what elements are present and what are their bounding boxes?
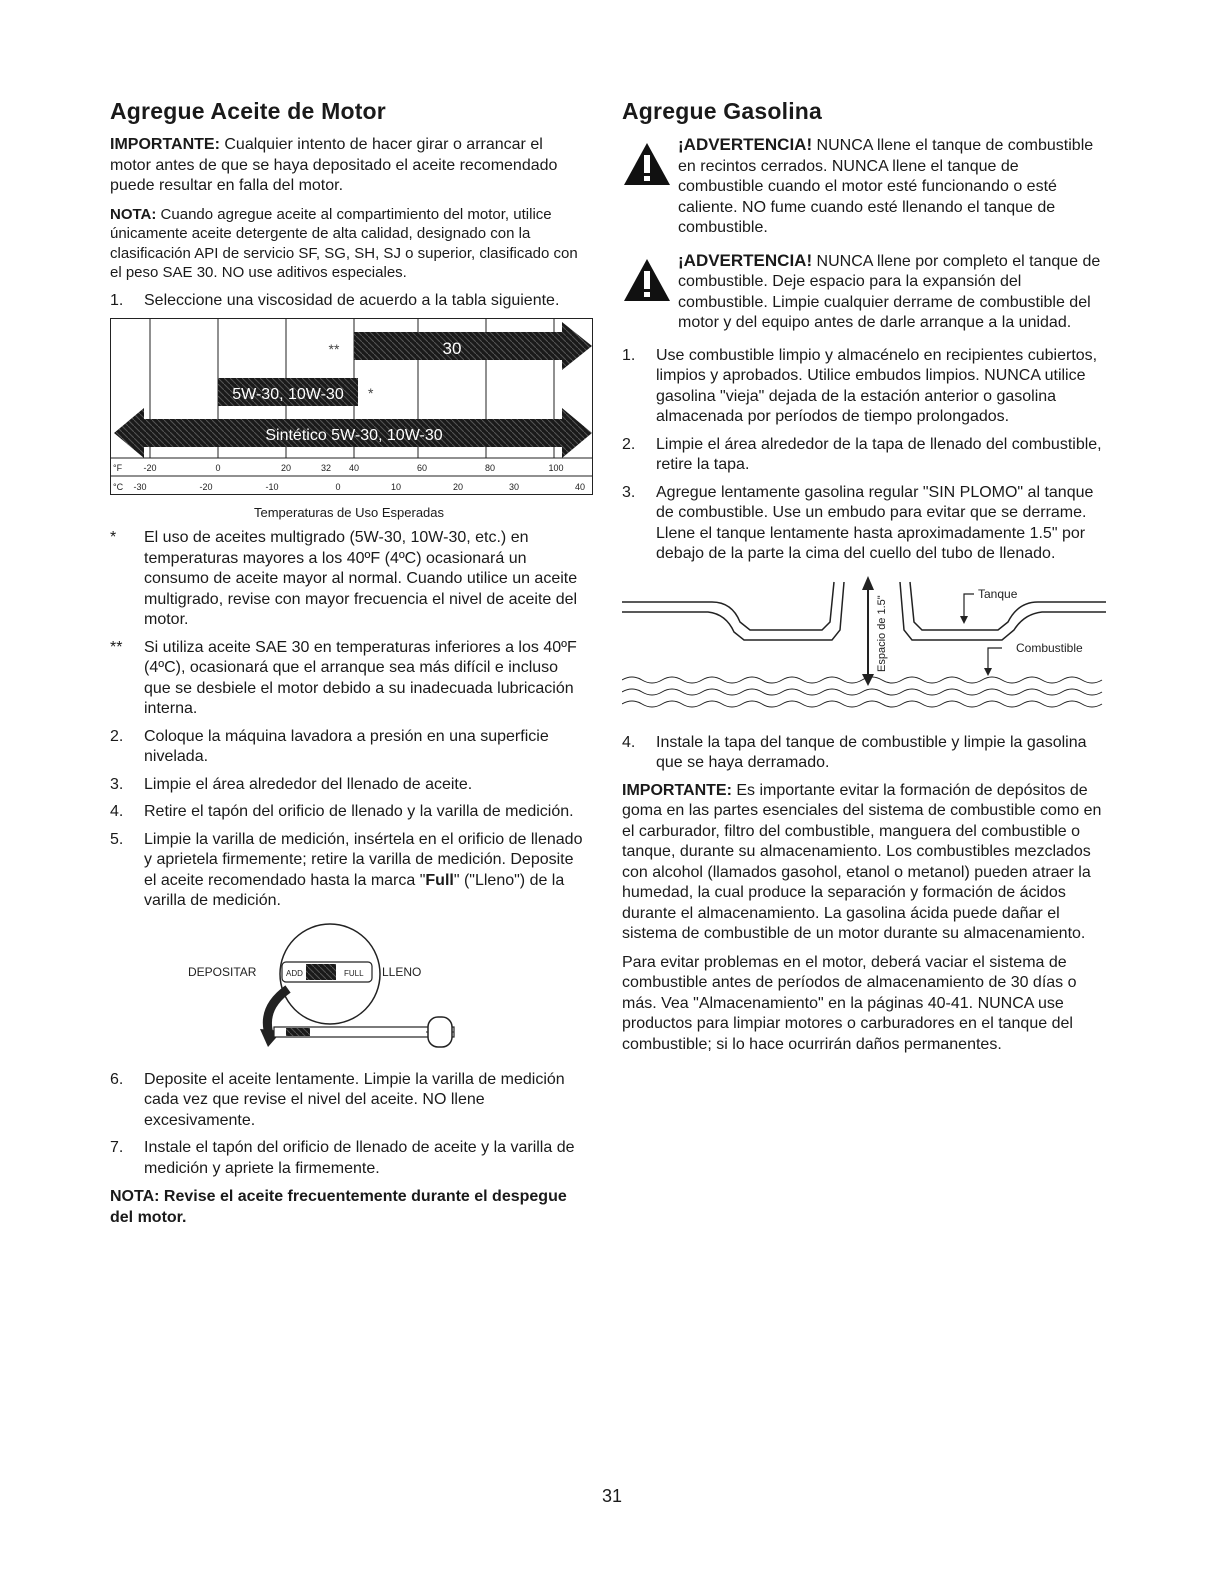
f-tick: 100 [548, 463, 564, 473]
tank-svg [622, 572, 1106, 722]
warning-body: NUNCA llene el tanque de combustible en recintos cerrados. NUNCA llene el tanque de combustible cuando el motor esté funcionando o esté caliente. NO fume cuando esté llenando el tanque de combustible. [678, 137, 1094, 236]
note-text: Si utiliza aceite SAE 30 en temperaturas inferiores a los 40ºF (4ºC), ocasionará que el arranque sea más difícil e incluso que se desbiele el motor debido a su inadecuada lubricación interna. [144, 638, 577, 717]
step-item [622, 733, 1106, 774]
step-number: 6. [110, 1070, 124, 1088]
gap-arrow-up-icon [862, 576, 874, 590]
step-item [110, 802, 588, 823]
step-number: 1. [622, 346, 636, 364]
c-tick: -20 [199, 482, 213, 492]
warning-text-1 [678, 135, 1106, 239]
dipstick-body-hatch [286, 1028, 310, 1036]
oil-steps-3 [110, 1070, 588, 1180]
viscosity-notes [110, 528, 588, 720]
dipstick-hatch [306, 964, 336, 980]
double-asterisk-mark: ** [328, 341, 340, 357]
section-title-gasoline: Agregue Gasolina [622, 98, 823, 124]
step-number: 4. [622, 733, 636, 751]
step-number: 4. [110, 803, 124, 820]
important-label: IMPORTANTE: [110, 136, 220, 153]
page-number: 31 [601, 1486, 623, 1506]
step-item [622, 435, 1106, 476]
combustible-label: Combustible [1016, 640, 1083, 655]
step-item [110, 775, 588, 796]
step-text: Seleccione una viscosidad de acuerdo a la tabla siguiente. [144, 291, 560, 309]
important-text: Cualquier intento de hacer girar o arrancar el motor antes de que se haya depositado el aceite recomendado puede resultar en falla del motor. [110, 136, 558, 194]
dipstick-cap-icon [428, 1017, 452, 1047]
step-number: 2. [110, 727, 124, 745]
warning-head: ¡ADVERTENCIA! [678, 250, 813, 270]
note-item [110, 638, 588, 720]
full-mark-word: Full [425, 871, 454, 889]
gas-steps-1 [622, 346, 1106, 565]
warning-text-2 [678, 251, 1106, 334]
c-tick: 30 [508, 482, 520, 492]
step-item [110, 727, 588, 768]
section-title-oil: Agregue Aceite de Motor [110, 98, 386, 124]
multigrade-label: 5W-30, 10W-30 [232, 386, 344, 403]
step-number: 2. [622, 435, 636, 453]
unit-c: °C [113, 482, 124, 492]
synthetic-label: Sintético 5W-30, 10W-30 [265, 427, 443, 444]
step-text: Retire el tapón del orificio de llenado y la varilla de medición. [144, 803, 574, 820]
add-mark: ADD [286, 968, 303, 978]
step-text: Deposite el aceite lentamente. Limpie la varilla de medición cada vez que revise el nivel del aceite. NO llene excesivamente. [144, 1070, 565, 1129]
f-tick: 0 [215, 463, 221, 473]
step-text: Use combustible limpio y almacénelo en recipientes cubiertos, limpios y aprobados. Utilice embudos limpios. NUNCA utilice gasolina "vieja" dejada de la estación anterior o gasolina almacenada por períodos de tiempo prolongados. [656, 346, 1098, 425]
gas-important-text: Es importante evitar la formación de depósitos de goma en las partes esenciales del sistema de combustible como en el carburador, filtro del combustible, manguera del combustible o tanque, durante su almacenamiento. Los combustibles mezclados con alcohol (llamados gasohol, etanol o metanol) pueden atraer la humedad, la cual produce la separación y formación de ácidos durante el almacenamiento. La gasolina ácida puede dañar el sistema de combustible de un motor durante su almacenamiento. [622, 781, 1102, 942]
c-tick: 0 [335, 482, 341, 492]
depositar-label: DEPOSITAR [188, 964, 257, 979]
dipstick-svg [110, 919, 588, 1059]
gas-important-label: IMPORTANTE: [622, 781, 732, 799]
warning-body: NUNCA llene por completo el tanque de combustible. Deje espacio para la expansión del combustible. Limpie cualquier derrame de combustible del motor y del equipo antes de darle arranque a la unidad. [678, 252, 1101, 331]
c-tick: 40 [574, 482, 586, 492]
step-item [622, 483, 1106, 565]
step-text: Instale la tapa del tanque de combustible y limpie la gasolina que se haya derramado. [656, 733, 1087, 771]
gap-arrow-down-icon [862, 674, 874, 686]
dipstick-figure [110, 919, 588, 1064]
nota-text: Cuando agregue aceite al compartimiento del motor, utilice únicamente aceite detergente de alta calidad, designado con la clasificación API de servicio SF, SG, SH, SJ o superior, clasificado con el peso SAE 30. NO use aditivos especiales. [110, 205, 578, 281]
step-text: Limpie el área alrededor del llenado de aceite. [144, 775, 473, 793]
warning-block-1 [622, 135, 1106, 239]
c-tick: -30 [133, 482, 147, 492]
c-tick: -10 [265, 482, 279, 492]
step-text: Limpie el área alrededor de la tapa de llenado del combustible, retire la tapa. [656, 435, 1102, 473]
nota-label: NOTA: [110, 205, 157, 223]
step-number: 7. [110, 1139, 124, 1156]
single-asterisk-mark: * [368, 385, 374, 401]
gas-final-paragraph: Para evitar problemas en el motor, deberá vaciar el sistema de combustible antes de períodos de almacenamiento de 30 días o más. Vea "Almacenamiento" en la páginas 40-41. NUNCA use productos para limpiar motores o carburadores en el tanque del combustible; si lo hace ocurrirán daños permanentes. [622, 953, 1077, 1053]
viscosity-chart [110, 318, 588, 520]
f-tick: 20 [280, 463, 292, 473]
warning-block-2 [622, 251, 1106, 334]
gas-important-paragraph [622, 781, 1106, 945]
gas-steps-2 [622, 733, 1106, 774]
step-number: 5. [110, 830, 124, 848]
viscosity-chart-svg [110, 318, 594, 498]
c-tick: 10 [390, 482, 402, 492]
step-text-b: " ("Lleno") de la varilla de medición. [144, 871, 565, 909]
step-item [110, 830, 588, 912]
step-item [110, 291, 588, 312]
c-tick: 20 [452, 482, 464, 492]
f-ticks [143, 463, 563, 473]
f-tick: 32 [320, 463, 332, 473]
step-item [110, 1138, 588, 1179]
f-tick: 40 [348, 463, 360, 473]
important-paragraph [110, 135, 588, 197]
fuel-waves [622, 677, 1102, 707]
step-item [110, 1070, 588, 1132]
step-number: 1. [110, 291, 124, 309]
lleno-label: LLENO [382, 964, 422, 979]
oil-steps-2 [110, 727, 588, 912]
sae30-bar [354, 322, 592, 370]
tank-wall-inner [622, 582, 1106, 640]
f-tick: 60 [416, 463, 428, 473]
full-mark: FULL [344, 968, 364, 978]
step-text-a: Limpie la varilla de medición, insértela en el orificio de llenado y aprietela firmemente; retire la varilla de medición. Deposite el aceite recomendado hasta la marca " [144, 830, 583, 889]
tank-figure [622, 572, 1106, 727]
note-item [110, 528, 588, 631]
gap-label: Espacio de 1.5" [876, 594, 888, 672]
c-ticks [133, 482, 585, 492]
note-marker: * [110, 529, 117, 546]
unit-f: °F [113, 463, 123, 473]
step-text: Instale el tapón del orificio de llenado de aceite y la varilla de medición y apriete la firmemente. [144, 1139, 575, 1177]
warning-triangle-icon [622, 141, 672, 187]
f-tick: -20 [143, 463, 157, 473]
step-text: Coloque la máquina lavadora a presión en una superficie nivelada. [144, 727, 549, 765]
sae30-label: 30 [442, 339, 462, 358]
step-item [622, 346, 1106, 428]
step-number: 3. [622, 483, 636, 501]
tanque-label: Tanque [978, 586, 1018, 601]
note-marker: ** [110, 638, 123, 656]
right-column [622, 98, 1106, 1063]
oil-steps-1 [110, 291, 588, 312]
combustible-arrow-icon [984, 668, 992, 676]
warning-triangle-icon [622, 257, 672, 303]
left-column [110, 98, 588, 1228]
chart-caption: Temperaturas de Uso Esperadas [253, 505, 445, 520]
tanque-arrow-icon [960, 616, 968, 624]
note-text: El uso de aceites multigrado (5W-30, 10W-30, etc.) en temperaturas mayores a los 40ºF (4ºC) ocasionará un consumo de aceite mayor al normal. Cuando utilice un aceite multigrado, revise con mayor frecuencia el nivel de aceite del motor. [144, 529, 578, 628]
nota-paragraph [110, 205, 588, 283]
step-text: Agregue lentamente gasolina regular "SIN PLOMO" al tanque de combustible. Use un embudo para evitar que se derrame. Llene el tanque lentamente hasta aproximadamente 1.5" por debajo de la parte la cima del cuello del tubo de llenado. [656, 483, 1094, 562]
warning-head: ¡ADVERTENCIA! [678, 135, 813, 154]
step-number: 3. [110, 775, 124, 793]
f-tick: 80 [484, 463, 496, 473]
final-note: NOTA: Revise el aceite frecuentemente durante el despegue del motor. [110, 1188, 567, 1226]
